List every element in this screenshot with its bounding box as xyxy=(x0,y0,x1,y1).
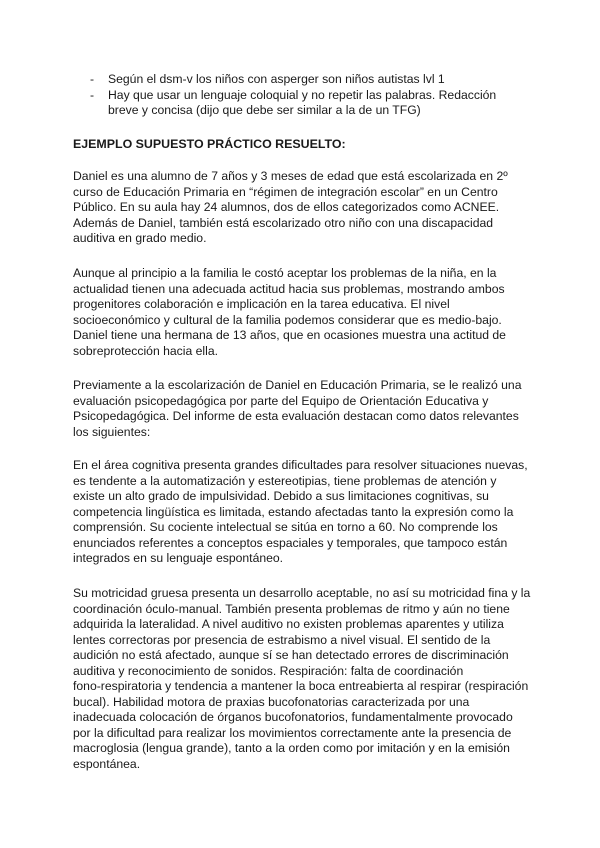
paragraph-line: lentes correctoras por presencia de estrabismo a nivel visual. El sentido de la xyxy=(73,632,491,647)
paragraph-line: socioeconómico y cultural de la familia podemos considerar que es medio-bajo. xyxy=(73,312,502,327)
paragraph-line: los siguientes: xyxy=(73,424,151,439)
paragraph-line: es tendente a la automatización y estereotipias, tiene problemas de atención y xyxy=(73,473,497,488)
bullet-item-dsm xyxy=(90,72,530,88)
paragraph-line: Daniel tiene una hermana de 13 años, que en ocasiones muestra una actitud de xyxy=(73,328,506,342)
paragraph-line: evaluación psicopedagógica por parte del Equipo de Orientación Educativa y xyxy=(73,393,489,408)
paragraph-line: coordinación óculo-manual. También presenta problemas de ritmo y aún no tiene xyxy=(73,601,510,616)
paragraph-line: Aunque al principio a la familia le costó aceptar los problemas de la niña, en la xyxy=(73,266,497,280)
paragraph-line: por la dificultad para realizar los movimientos correctamente ante la presencia de xyxy=(73,725,512,740)
bullet-item-lenguaje xyxy=(90,88,530,119)
paragraph-line: auditiva en grado medio. xyxy=(73,231,207,245)
paragraph-line: actualidad tienen una adecuada actitud hacia sus problemas, mostrando ambos xyxy=(73,281,505,296)
section-heading: EJEMPLO SUPUESTO PRÁCTICO RESUELTO: xyxy=(73,137,346,151)
paragraph-line: macroglosia (lengua grande), tanto a la orden como por imitación y en la emisión xyxy=(73,741,510,755)
paragraph-cognitive xyxy=(73,458,533,567)
paragraph-line: audición no está afectado, aunque sí se han detectado errores de discriminación xyxy=(73,648,509,662)
paragraph-line: progenitores colaboración e implicación en la tarea educativa. El nivel xyxy=(73,297,450,311)
paragraph-line: Público. En su aula hay 24 alumnos, dos de ellos categorizados como ACNEE. xyxy=(73,200,500,214)
paragraph-line: En el área cognitiva presenta grandes dificultades para resolver situaciones nuevas, xyxy=(73,458,528,472)
paragraph-line: fono-respiratoria y tendencia a mantener la boca entreabierta al respirar (respiración xyxy=(73,679,529,693)
paragraph-line: integrados en su lenguaje espontáneo. xyxy=(73,551,284,565)
paragraph-line: curso de Educación Primaria en “régimen de integración escolar” en un Centro xyxy=(73,184,498,199)
bullet-line: Según el dsm-v los niños con asperger son niños autistas lvl 1 xyxy=(108,72,445,86)
paragraph-line: comprensión. Su cociente intelectual se sitúa en torno a 60. No comprende los xyxy=(73,520,498,534)
paragraph-line: inadecuada colocación de órganos bucofonatorios, fundamentalmente provocado xyxy=(73,710,513,724)
paragraph-line: auditiva y reconocimiento de sonidos. Respiración: falta de coordinación xyxy=(73,663,464,678)
paragraph-line: sobreprotección hacia ella. xyxy=(73,343,218,358)
paragraph-student-profile xyxy=(73,169,533,247)
paragraph-line: Psicopedagógica. Del informe de esta evaluación destacan como datos relevantes xyxy=(73,409,519,423)
bullet-list xyxy=(90,72,530,119)
bullet-line: Hay que usar un lenguaje coloquial y no repetir las palabras. Redacción xyxy=(108,87,497,102)
paragraph-line: enunciados referentes a conceptos espaciales y temporales, que tampoco están xyxy=(73,535,508,550)
paragraph-evaluation xyxy=(73,378,533,440)
paragraph-line: Daniel es una alumno de 7 años y 3 meses de edad que está escolarizada en 2º xyxy=(73,169,508,183)
paragraph-line: Previamente a la escolarización de Daniel en Educación Primaria, se le realizó una xyxy=(73,378,522,392)
bullet-line: breve y concisa (dijo que debe ser similar a la de un TFG) xyxy=(108,103,421,117)
paragraph-motor xyxy=(73,586,533,772)
paragraph-line: competencia lingüística es limitada, estando afectadas tanto la expresión como la xyxy=(73,504,514,519)
paragraph-line: Además de Daniel, también está escolarizado otro niño con una discapacidad xyxy=(73,215,494,230)
paragraph-line: espontánea. xyxy=(73,756,141,771)
bullet-dash: - xyxy=(90,87,95,102)
bullet-dash: - xyxy=(90,72,95,86)
paragraph-family xyxy=(73,266,533,359)
paragraph-line: adquirida la lateralidad. A nivel auditivo no existen problemas aparentes y utiliza xyxy=(73,617,504,631)
paragraph-line: existe un alto grado de impulsividad. Debido a sus limitaciones cognitivas, su xyxy=(73,489,489,503)
paragraph-line: bucal). Habilidad motora de praxias bucofonatorias caracterizada por una xyxy=(73,694,470,709)
paragraph-line: Su motricidad gruesa presenta un desarrollo aceptable, no así su motricidad fina y la xyxy=(73,586,531,600)
